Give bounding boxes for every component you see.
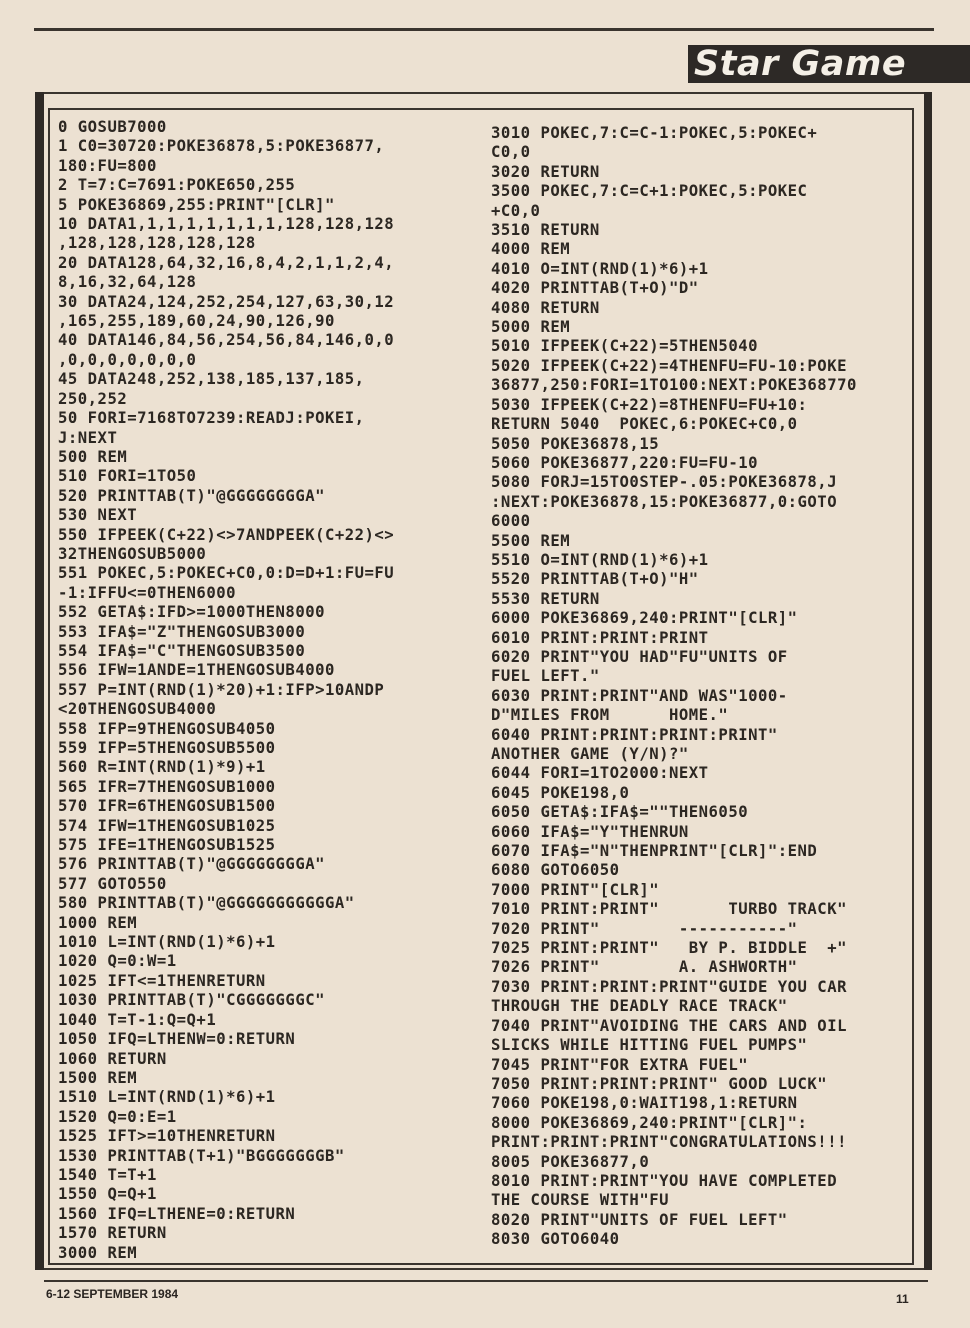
code-line: 4010 O=INT(RND(1)*6)+1 [491, 259, 709, 278]
code-line: 1525 IFT>=10THENRETURN [58, 1127, 276, 1146]
code-line: 4020 PRINTTAB(T+O)"D" [491, 279, 699, 298]
code-line: 557 P=INT(RND(1)*20)+1:IFP>10ANDP [58, 680, 385, 699]
code-line: 565 IFR=7THENGOSUB1000 [58, 777, 276, 796]
code-line: 5530 RETURN [491, 589, 600, 608]
code-line: 30 DATA24,124,252,254,127,63,30,12 [58, 292, 395, 311]
code-line: 1050 IFQ=LTHENW=0:RETURN [58, 1030, 296, 1049]
code-line: 1000 REM [58, 913, 138, 932]
code-line: +C0,0 [491, 201, 541, 220]
code-line: 577 GOTO550 [58, 874, 167, 893]
frame-right-bar [924, 92, 932, 1270]
code-line: 1030 PRINTTAB(T)"CGGGGGGGC" [58, 991, 325, 1010]
code-line: 6010 PRINT:PRINT:PRINT [491, 628, 709, 647]
code-line: 554 IFA$="C"THENGOSUB3500 [58, 641, 306, 660]
code-line: 7025 PRINT:PRINT" BY P. BIDDLE +" [491, 939, 847, 958]
code-line: 5080 FORJ=15TO0STEP-.05:POKE36878,J [491, 473, 838, 492]
code-line: 3020 RETURN [491, 162, 600, 181]
code-line: 1500 REM [58, 1068, 138, 1087]
code-line: 3510 RETURN [491, 221, 600, 240]
code-line: 558 IFP=9THENGOSUB4050 [58, 719, 276, 738]
code-line: PRINT:PRINT:PRINT"CONGRATULATIONS!!! [491, 1133, 847, 1152]
code-line: 559 IFP=5THENGOSUB5500 [58, 739, 276, 757]
code-line: 3500 POKEC,7:C=C+1:POKEC,5:POKEC [491, 182, 808, 201]
code-line: 6030 PRINT:PRINT"AND WAS"1000- [491, 686, 788, 705]
code-line: 1025 IFT<=1THENRETURN [58, 971, 266, 990]
code-line: 4000 REM [491, 240, 571, 259]
code-line: 8030 GOTO6040 [491, 1230, 620, 1249]
code-line: 4080 RETURN [491, 298, 600, 317]
code-line: 551 POKEC,5:POKEC+C0,0:D=D+1:FU=FU [58, 564, 395, 583]
code-line: 5050 POKE36878,15 [491, 434, 660, 453]
top-rule [34, 28, 934, 31]
code-line: 7045 PRINT"FOR EXTRA FUEL" [491, 1055, 749, 1074]
code-line: 500 REM [58, 447, 128, 466]
code-line: 1 C0=30720:POKE36878,5:POKE36877, [58, 137, 385, 156]
code-line: 7040 PRINT"AVOIDING THE CARS AND OIL [491, 1016, 847, 1035]
code-line: ,128,128,128,128,128 [58, 234, 256, 253]
code-line: 5010 IFPEEK(C+22)=5THEN5040 [491, 337, 758, 356]
code-line: 180:FU=800 [58, 156, 157, 175]
listing-column-right [491, 124, 857, 1250]
section-title: Star Game [688, 45, 970, 83]
code-line: 1060 RETURN [58, 1049, 167, 1068]
code-line: <20THENGOSUB4000 [58, 700, 217, 719]
code-line: 6040 PRINT:PRINT:PRINT:PRINT" [491, 725, 778, 744]
code-line: 5500 REM [491, 531, 571, 550]
code-line: 6044 FORI=1TO2000:NEXT [491, 764, 709, 783]
issue-date: 6-12 SEPTEMBER 1984 [46, 1287, 179, 1301]
code-line: 570 IFR=6THENGOSUB1500 [58, 797, 276, 816]
code-line: J:NEXT [58, 428, 118, 447]
code-line: 6000 POKE36869,240:PRINT"[CLR]" [491, 609, 798, 628]
code-line: :NEXT:POKE36878,15:POKE36877,0:GOTO [491, 492, 838, 511]
code-line: 6070 IFA$="N"THENPRINT"[CLR]":END [491, 842, 818, 861]
code-line: 520 PRINTTAB(T)"@GGGGGGGGA" [58, 486, 325, 505]
code-line: 5060 POKE36877,220:FU=FU-10 [491, 453, 758, 472]
code-line: 7020 PRINT" -----------" [491, 919, 798, 938]
code-line: 8010 PRINT:PRINT"YOU HAVE COMPLETED [491, 1171, 838, 1190]
code-line: 6000 [491, 512, 531, 531]
code-line: 8000 POKE36869,240:PRINT"[CLR]": [491, 1113, 808, 1132]
code-line: 8005 POKE36877,0 [491, 1152, 650, 1171]
code-line: 530 NEXT [58, 506, 138, 525]
code-line: 6045 POKE198,0 [491, 783, 630, 802]
code-line: 1540 T=T+1 [58, 1165, 157, 1184]
code-line: 10 DATA1,1,1,1,1,1,1,1,128,128,128 [58, 215, 395, 234]
code-line: FUEL LEFT." [491, 667, 600, 686]
code-line: 556 IFW=1ANDE=1THENGOSUB4000 [58, 661, 335, 680]
code-line: 7030 PRINT:PRINT:PRINT"GUIDE YOU CAR [491, 977, 847, 996]
code-line: 5000 REM [491, 318, 571, 337]
code-line: 1010 L=INT(RND(1)*6)+1 [58, 933, 276, 952]
code-line: RETURN 5040 POKEC,6:POKEC+C0,0 [491, 415, 798, 434]
code-line: 0 GOSUB7000 [58, 118, 167, 136]
code-line: 5 POKE36869,255:PRINT"[CLR]" [58, 195, 335, 214]
code-line: THROUGH THE DEADLY RACE TRACK" [491, 997, 788, 1016]
code-line: 1570 RETURN [58, 1224, 167, 1243]
code-line: 8020 PRINT"UNITS OF FUEL LEFT" [491, 1210, 788, 1229]
code-line: 553 IFA$="Z"THENGOSUB3000 [58, 622, 306, 641]
page-number: 11 [896, 1292, 909, 1306]
code-line: C0,0 [491, 143, 531, 162]
code-line: 6060 IFA$="Y"THENRUN [491, 822, 689, 841]
code-line: 7000 PRINT"[CLR]" [491, 880, 660, 899]
code-line: 510 FORI=1TO50 [58, 467, 197, 486]
code-line: 574 IFW=1THENGOSUB1025 [58, 816, 276, 835]
frame-left-bar [35, 92, 44, 1270]
code-line: 5030 IFPEEK(C+22)=8THENFU=FU+10: [491, 395, 808, 414]
code-line: ,165,255,189,60,24,90,126,90 [58, 312, 335, 331]
code-line: 2 T=7:C=7691:POKE650,255 [58, 176, 296, 195]
code-line: 32THENGOSUB5000 [58, 544, 207, 563]
code-line: 580 PRINTTAB(T)"@GGGGGGGGGGGA" [58, 894, 355, 913]
code-line: 5510 O=INT(RND(1)*6)+1 [491, 550, 709, 569]
code-line: THE COURSE WITH"FU [491, 1191, 669, 1210]
code-line: 3010 POKEC,7:C=C-1:POKEC,5:POKEC+ [491, 124, 818, 142]
code-line: 250,252 [58, 389, 128, 408]
code-line: 6050 GETA$:IFA$=""THEN6050 [491, 803, 749, 822]
code-line: 36877,250:FORI=1TO100:NEXT:POKE368770 [491, 376, 857, 395]
code-line: 6020 PRINT"YOU HAD"FU"UNITS OF [491, 647, 788, 666]
code-line: 50 FORI=7168TO7239:READJ:POKEI, [58, 409, 365, 428]
code-line: 6080 GOTO6050 [491, 861, 620, 880]
code-line: ,0,0,0,0,0,0,0 [58, 350, 197, 369]
code-line: ANOTHER GAME (Y/N)?" [491, 745, 689, 763]
code-line: 7026 PRINT" A. ASHWORTH" [491, 958, 798, 977]
code-line: 20 DATA128,64,32,16,8,4,2,1,1,2,4, [58, 253, 395, 272]
code-line: 1040 T=T-1:Q=Q+1 [58, 1010, 217, 1029]
listing-column-left [58, 118, 394, 1263]
code-line: SLICKS WHILE HITTING FUEL PUMPS" [491, 1036, 808, 1055]
code-line: 5520 PRINTTAB(T+O)"H" [491, 570, 699, 589]
code-line: 560 R=INT(RND(1)*9)+1 [58, 758, 266, 777]
code-line: 575 IFE=1THENGOSUB1525 [58, 836, 276, 855]
code-line: 1560 IFQ=LTHENE=0:RETURN [58, 1204, 296, 1223]
code-line: D"MILES FROM HOME." [491, 706, 729, 725]
code-line: 8,16,32,64,128 [58, 273, 197, 292]
code-line: 550 IFPEEK(C+22)<>7ANDPEEK(C+22)<> [58, 525, 395, 544]
code-line: 1550 Q=Q+1 [58, 1185, 157, 1204]
code-line: 1510 L=INT(RND(1)*6)+1 [58, 1088, 276, 1107]
code-line: 45 DATA248,252,138,185,137,185, [58, 370, 365, 389]
code-line: 40 DATA146,84,56,254,56,84,146,0,0 [58, 331, 395, 350]
code-line: 7010 PRINT:PRINT" TURBO TRACK" [491, 900, 847, 919]
code-line: -1:IFFU<=0THEN6000 [58, 583, 236, 602]
code-line: 1520 Q=0:E=1 [58, 1107, 177, 1126]
code-line: 1020 Q=0:W=1 [58, 952, 177, 971]
bottom-rule [44, 1280, 928, 1282]
code-line: 7060 POKE198,0:WAIT198,1:RETURN [491, 1094, 798, 1113]
code-line: 7050 PRINT:PRINT:PRINT" GOOD LUCK" [491, 1074, 828, 1093]
code-line: 552 GETA$:IFD>=1000THEN8000 [58, 603, 325, 622]
code-line: 3000 REM [58, 1243, 138, 1262]
code-line: 576 PRINTTAB(T)"@GGGGGGGGA" [58, 855, 325, 874]
code-line: 5020 IFPEEK(C+22)=4THENFU=FU-10:POKE [491, 356, 847, 375]
code-line: 1530 PRINTTAB(T+1)"BGGGGGGGB" [58, 1146, 345, 1165]
